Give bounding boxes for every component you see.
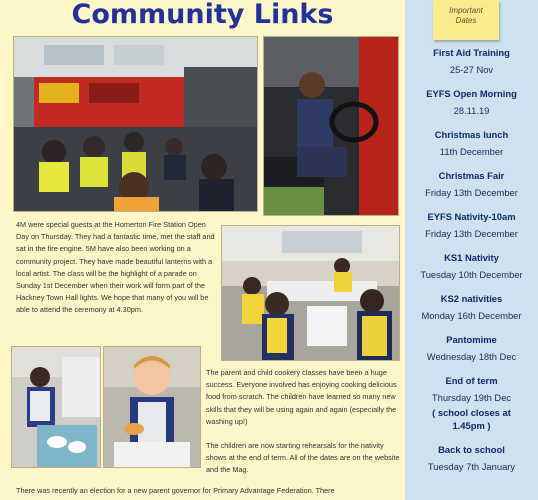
event-name: Back to school xyxy=(438,444,505,455)
event-name: Christmas lunch xyxy=(434,129,509,140)
events-list xyxy=(405,46,538,473)
event-date: Friday 13th December xyxy=(425,187,518,198)
event-date: Tuesday 10th December xyxy=(420,269,523,280)
event-name: Pantomime xyxy=(446,334,497,345)
event-name: Christmas Fair xyxy=(438,170,505,181)
fire-engine-cab-photo xyxy=(263,36,399,216)
event-eyfs-open-morning xyxy=(405,87,538,117)
event-name: EYFS Open Morning xyxy=(426,88,517,99)
important-dates-sticky-note xyxy=(433,0,499,40)
cookery-class-photo xyxy=(221,225,400,361)
boy-cooking-photo xyxy=(103,346,201,468)
washing-up-photo xyxy=(11,346,101,468)
fire-station-photo xyxy=(13,36,258,212)
event-name: KS1 Nativity xyxy=(444,252,499,263)
important-dates-sidebar xyxy=(405,0,538,500)
event-date: 25-27 Nov xyxy=(449,64,494,75)
fire-station-paragraph: 4M were special guests at the Homerton Fire Station Open Day on Thursday. They had a fantastic time, met the staff and sat in the fire engine. 5M have also been working on a community project. They have made beautiful lanterns with a local artist. The class will be the highlight of a parade on Sunday 1st December when their work will form part of the Hackney Town Hall lights. We hope that many of you will be able to attend the ceremony at 4.30pm. xyxy=(16,220,215,315)
event-date: 28.11.19 xyxy=(453,105,490,116)
event-date: Wednesday 18th Dec xyxy=(426,351,517,362)
cookery-paragraph: The parent and child cookery classes have been a huge success. Everyone involved has enjoying cooking delicious food from scratch. The children have learned so many new skills that they will be using again and again (especially the washing up!) xyxy=(206,368,397,426)
sticky-note-line1: Important xyxy=(449,6,483,15)
sticky-note-line2: Dates xyxy=(455,16,477,25)
election-paragraph: There was recently an election for a new parent governor for Primary Advantage Federation. There xyxy=(16,486,335,495)
event-christmas-lunch xyxy=(405,128,538,158)
event-date: 11th December xyxy=(439,146,504,157)
event-date: Tuesday 7th January xyxy=(427,461,516,472)
event-date: Monday 16th December xyxy=(421,310,522,321)
page-title: Community Links xyxy=(71,0,334,30)
event-pantomime xyxy=(405,333,538,363)
event-eyfs-nativity xyxy=(405,210,538,240)
event-name: KS2 nativities xyxy=(440,293,503,304)
event-first-aid xyxy=(405,46,538,76)
event-date: Friday 13th December xyxy=(425,228,518,239)
event-name: First Aid Training xyxy=(433,47,510,58)
event-name: EYFS Nativity-10am xyxy=(427,211,516,222)
event-name: End of term xyxy=(445,375,498,386)
rehearsals-paragraph: The children are now starting rehearsals for the nativity shows at the end of term. All of the dates are on the website and the Mag. xyxy=(206,441,400,475)
event-end-of-term xyxy=(405,374,538,432)
event-ks1-nativity xyxy=(405,251,538,281)
event-christmas-fair xyxy=(405,169,538,199)
event-note: ( school closes at 1.45pm ) xyxy=(432,407,511,431)
event-ks2-nativities xyxy=(405,292,538,322)
event-date: Thursday 19th Dec xyxy=(431,392,512,403)
event-back-to-school xyxy=(405,443,538,473)
